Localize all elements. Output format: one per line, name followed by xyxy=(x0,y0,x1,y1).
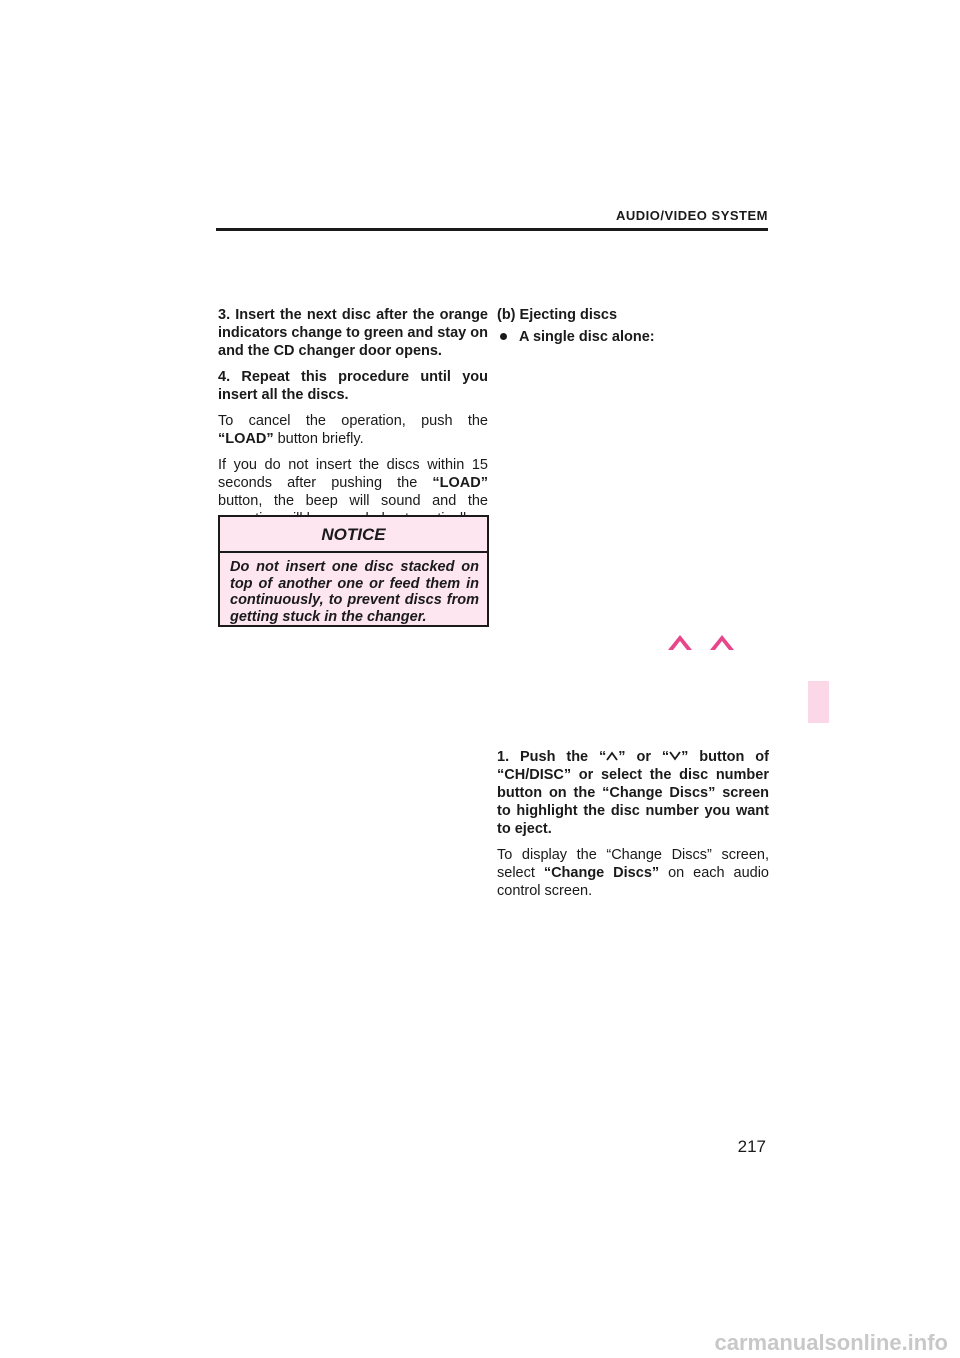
bullet-icon xyxy=(500,333,507,340)
load-button-label: “LOAD” xyxy=(218,431,274,447)
bullet-text: A single disc alone: xyxy=(519,329,655,345)
cancel-text-post: button briefly. xyxy=(273,431,364,447)
timeout-text-post: button, the beep will sound and the xyxy=(218,493,488,509)
load-button-label-2: “LOAD” xyxy=(432,475,488,491)
step1-text-c: ” button of “CH/DISC” or select the disc number button on the “Change Discs” screen to highlight the disc number you want to eject. xyxy=(497,749,769,837)
section-title: AUDIO/VIDEO SYSTEM xyxy=(615,208,768,223)
notice-box xyxy=(218,515,489,627)
pink-arrows xyxy=(668,632,738,652)
right-column-lower xyxy=(497,748,769,908)
change-discs-label: “Change Discs” xyxy=(543,865,660,881)
up-caret-icon xyxy=(606,751,618,761)
notice-body: Do not insert one disc stacked on top of another one or feed them in continuously, to prevent discs from getting stuck in the changer. xyxy=(230,559,479,625)
step-4: 4. Repeat this procedure until you insert all the discs. xyxy=(218,369,488,403)
step-1 xyxy=(497,748,769,838)
cancel-text-pre: To cancel the operation, push the xyxy=(218,413,488,429)
notice-heading: NOTICE xyxy=(220,517,487,553)
header-rule xyxy=(216,228,768,231)
left-column xyxy=(218,306,488,536)
timeout-text-pre: If you do not insert the discs within 15 seconds after pushing the xyxy=(218,457,488,491)
bullet-item xyxy=(497,328,769,346)
cancel-paragraph xyxy=(218,412,488,448)
pink-up-arrow-icon xyxy=(710,635,734,650)
watermark: carmanualsonline.info xyxy=(714,1330,948,1355)
down-caret-icon xyxy=(669,751,681,761)
display-paragraph xyxy=(497,846,769,900)
chapter-side-tab xyxy=(808,681,829,723)
step1-text-a: 1. Push the “ xyxy=(497,749,607,765)
display-text-pre: To display the “Change Discs” screen, select xyxy=(497,847,769,881)
step1-text-b: ” or “ xyxy=(618,749,670,765)
step-3: 3. Insert the next disc after the orange indicators change to green and stay on and the CD changer door opens. xyxy=(218,307,488,359)
page-number: 217 xyxy=(737,1137,766,1156)
display-text-post: on each audio control screen. xyxy=(497,865,769,899)
ejecting-discs-heading: (b) Ejecting discs xyxy=(497,307,618,323)
right-column xyxy=(497,306,769,346)
pink-up-arrow-icon xyxy=(668,635,692,650)
